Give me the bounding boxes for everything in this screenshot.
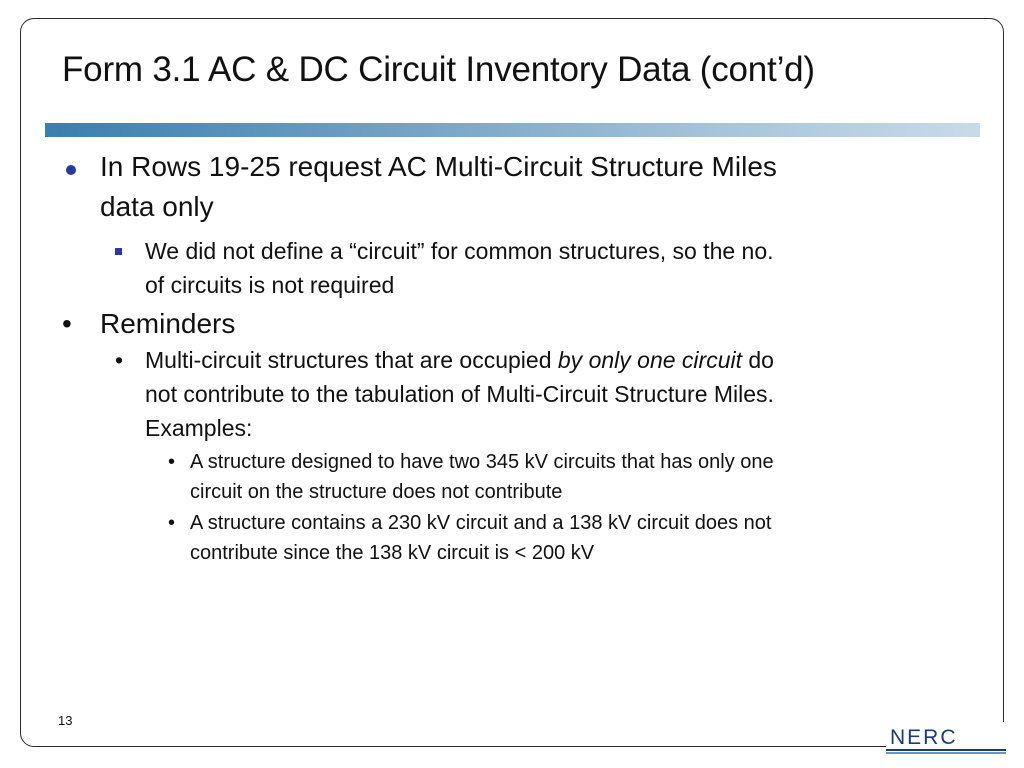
- bullet-1-line-1: In Rows 19-25 request AC Multi-Circuit Structure Miles: [100, 151, 777, 182]
- bullet-2-sub-1-line-1-pre: Multi-circuit structures that are occupied: [145, 347, 558, 373]
- bullet-dot-icon: •: [115, 347, 124, 373]
- bullet-2-sub-1-line-1-post: do: [741, 347, 774, 373]
- nerc-logo: [886, 722, 1006, 754]
- bullet-2-sub-1-line-2: not contribute to the tabulation of Multi-Circuit Structure Miles.: [145, 381, 774, 407]
- square-bullet-icon: [115, 248, 122, 255]
- bullet-2-sub-1-line-3: Examples:: [145, 415, 253, 441]
- bullet-2-sub-1-line-1: [145, 343, 774, 377]
- bullet-2-sub-1-sub-1-line-2: circuit on the structure does not contribute: [190, 481, 563, 503]
- bullet-1-line-2: data only: [100, 191, 214, 222]
- slide-title: Form 3.1 AC & DC Circuit Inventory Data (cont’d): [62, 50, 815, 89]
- bullet-dot-icon: •: [168, 512, 176, 534]
- page-number: 13: [58, 713, 73, 728]
- bullet-1-sub-1-line-1: We did not define a “circuit” for common structures, so the no.: [145, 238, 774, 264]
- bullet-dot-icon: •: [168, 451, 176, 473]
- nerc-logo-text: NERC: [890, 726, 958, 749]
- bullet-2-sub-1-sub-2-line-2: contribute since the 138 kV circuit is < 200 kV: [190, 542, 595, 564]
- logo-underline: [886, 749, 1006, 751]
- bullet-1-sub-1-line-2: of circuits is not required: [145, 272, 395, 298]
- bullet-2-sub-1-emphasis: by only one circuit: [557, 347, 742, 373]
- bullet-2-text: Reminders: [100, 308, 236, 339]
- title-underline-bar: [45, 123, 980, 137]
- logo-underline-secondary: [886, 752, 1006, 754]
- bullet-2-sub-1-sub-1-line-1: A structure designed to have two 345 kV circuits that has only one: [190, 451, 774, 473]
- bullet-2-sub-1-sub-2-line-1: A structure contains a 230 kV circuit and a 138 kV circuit does not: [190, 512, 772, 534]
- round-bullet-icon: [66, 165, 76, 175]
- bullet-dot-icon: •: [62, 308, 72, 339]
